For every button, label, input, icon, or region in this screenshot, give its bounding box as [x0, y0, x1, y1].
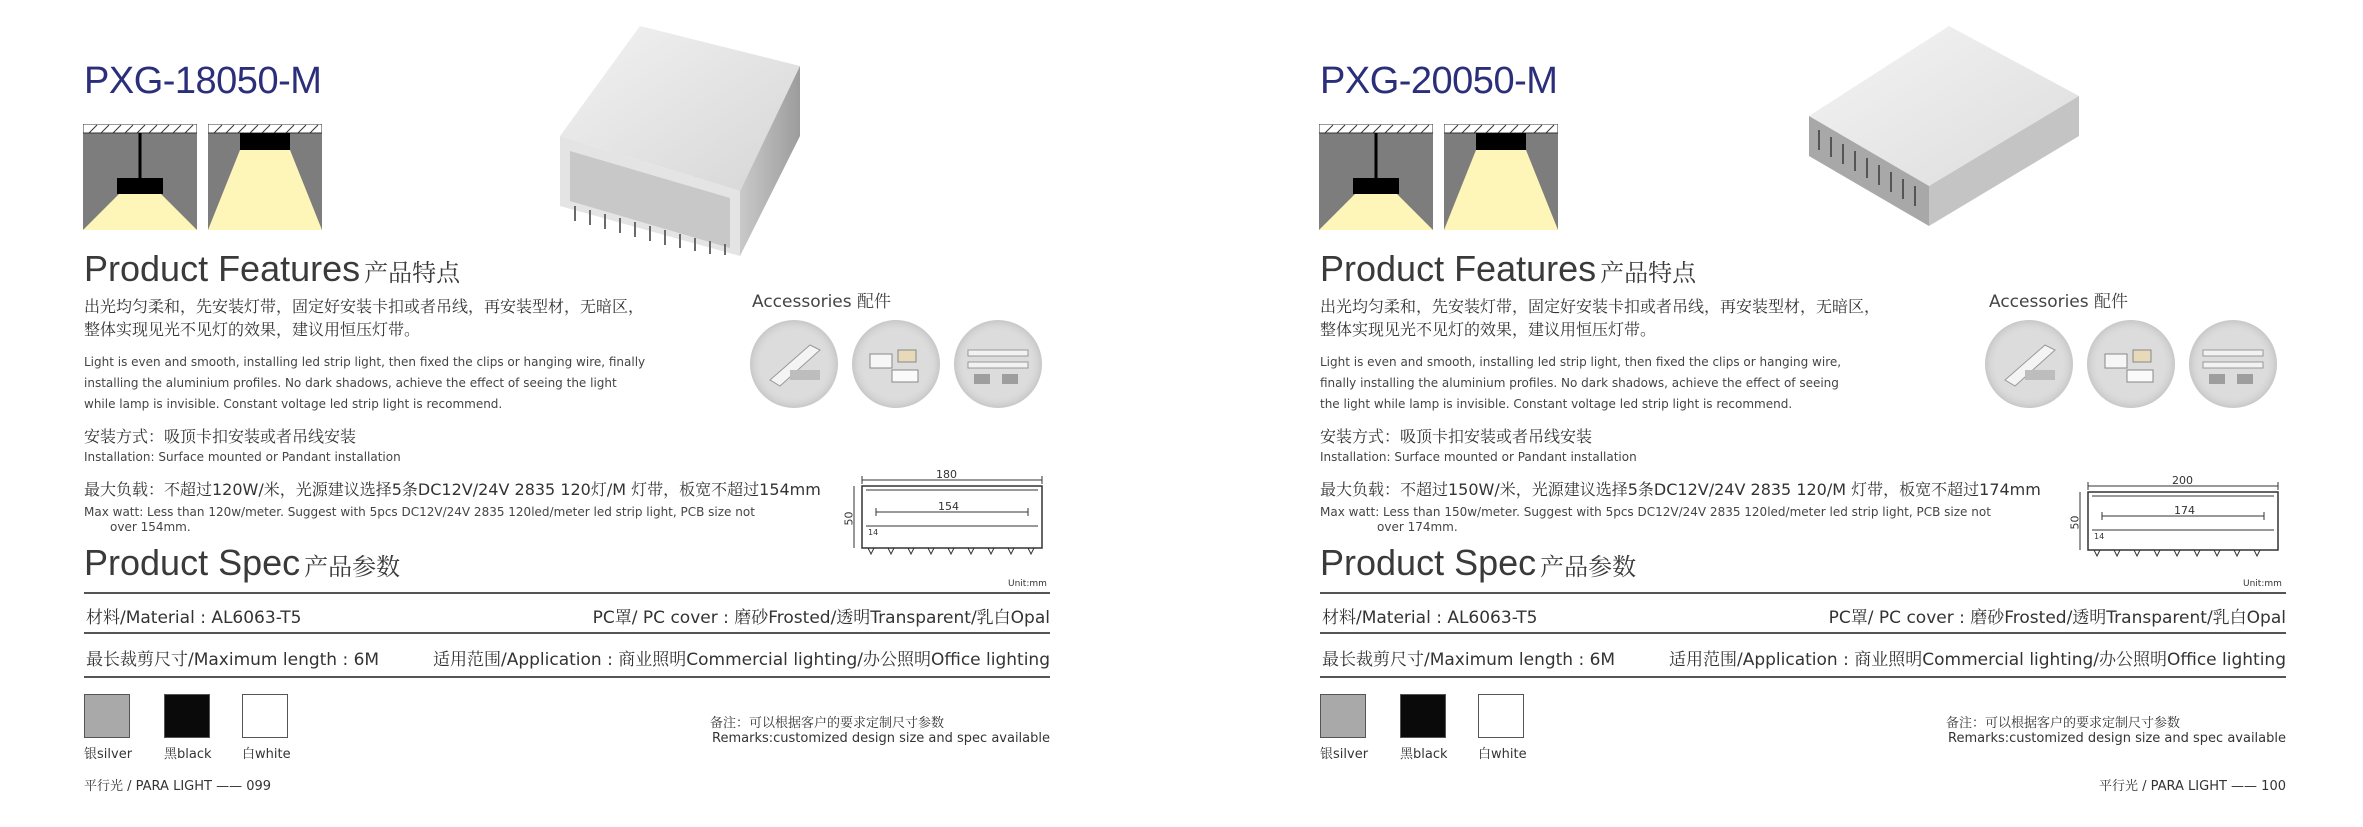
installation-en: Installation: Surface mounted or Pandant installation — [1320, 450, 1637, 464]
max-load-en-line-2: over 154mm. — [110, 520, 191, 534]
application-text: 适用范围/Application : 商业照明Commercial lighting/办公照明Office lighting — [432, 650, 1050, 670]
features-heading-cn: 产品特点 — [364, 260, 461, 287]
max-load-en-line-1: Max watt: Less than 120w/meter. Suggest with 5pcs DC12V/24V 2835 120led/meter led strip light, PCB size not — [84, 505, 755, 519]
dimension-inner-label: 174 — [2174, 504, 2195, 517]
unit-label: Unit:mm — [1008, 579, 1047, 589]
remark-en: Remarks:customized design size and spec available — [1948, 731, 2286, 746]
features-en-line-1: Light is even and smooth, installing led strip light, then fixed the clips or hanging wire, finally — [84, 355, 646, 369]
features-cn-line-2: 整体实现见光不见灯的效果，建议用恒压灯带。 — [1320, 320, 1657, 339]
accessory-hanging-kit-image — [2189, 320, 2277, 408]
features-en-line-3: the light while lamp is invisible. Constant voltage led strip light is recommend. — [1320, 397, 1793, 411]
page-footer: 平行光 / PARA LIGHT —— 100 — [2098, 779, 2286, 794]
features-cn-line-1: 出光均匀柔和，先安装灯带，固定好安装卡扣或者吊线，再安装型材，无暗区， — [1320, 297, 1881, 316]
surface-installation-icon — [1444, 124, 1558, 230]
spec-heading — [84, 542, 400, 584]
page-footer: 平行光 / PARA LIGHT —— 099 — [84, 779, 272, 794]
features-cn-line-1: 出光均匀柔和，先安装灯带，固定好安装卡扣或者吊线，再安装型材，无暗区， — [84, 297, 645, 316]
features-heading-en: Product Features — [84, 248, 361, 289]
color-swatch-silver — [84, 694, 130, 738]
pc-cover-text: PC罩/ PC cover : 磨砂Frosted/透明Transparent/乳白Opal — [1828, 608, 2286, 628]
color-swatch-black — [164, 694, 210, 738]
spec-divider-bottom — [1320, 676, 2286, 678]
spec-divider-top — [84, 592, 1050, 594]
product-image — [1809, 26, 2079, 226]
dimension-drawing — [842, 466, 1048, 556]
dimension-small-label: 14 — [2094, 532, 2105, 541]
accessory-clips-image — [852, 320, 940, 408]
installation-cn: 安装方式：吸顶卡扣安装或者吊线安装 — [84, 427, 357, 446]
remark-en: Remarks:customized design size and spec available — [712, 731, 1050, 746]
color-swatch-black — [1400, 694, 1446, 738]
application-text: 适用范围/Application : 商业照明Commercial lighting/办公照明Office lighting — [1668, 650, 2286, 670]
dimension-inner-label: 154 — [938, 500, 959, 513]
catalog-page-left — [0, 0, 1181, 827]
color-swatch-silver — [1320, 694, 1366, 738]
pendant-installation-icon — [83, 124, 197, 230]
features-cn-line-2: 整体实现见光不见灯的效果，建议用恒压灯带。 — [84, 320, 421, 339]
dimension-width-label: 200 — [2172, 474, 2193, 487]
features-heading-cn: 产品特点 — [1600, 260, 1697, 287]
spec-divider-top — [1320, 592, 2286, 594]
features-en-line-3: while lamp is invisible. Constant voltage led strip light is recommend. — [84, 397, 503, 411]
features-heading-en: Product Features — [1320, 248, 1597, 289]
features-heading — [1320, 248, 1696, 290]
color-swatch-white — [242, 694, 288, 738]
spec-heading-en: Product Spec — [84, 542, 301, 583]
color-label-silver: 银silver — [84, 747, 133, 762]
color-label-white: 白white — [1478, 747, 1527, 762]
accessories-title: Accessories 配件 — [752, 292, 892, 312]
spec-divider-middle — [84, 632, 1050, 634]
max-load-cn: 最大负载：不超过120W/米，光源建议选择5条DC12V/24V 2835 120灯/M 灯带，板宽不超过154mm — [84, 480, 821, 499]
dimension-height-label: 50 — [842, 511, 856, 526]
installation-cn: 安装方式：吸顶卡扣安装或者吊线安装 — [1320, 427, 1593, 446]
dimension-drawing — [2068, 474, 2284, 558]
color-swatch-white — [1478, 694, 1524, 738]
dimension-width-label: 180 — [936, 468, 957, 481]
surface-installation-icon — [208, 124, 322, 230]
color-label-black: 黑black — [1400, 747, 1448, 762]
spec-divider-bottom — [84, 676, 1050, 678]
color-label-white: 白white — [242, 747, 291, 762]
features-heading — [84, 248, 460, 290]
accessories-title: Accessories 配件 — [1989, 292, 2129, 312]
max-load-en-line-2: over 174mm. — [1377, 520, 1458, 534]
spec-heading-en: Product Spec — [1320, 542, 1537, 583]
product-image — [530, 26, 800, 256]
remark-cn: 备注：可以根据客户的要求定制尺寸参数 — [1946, 716, 2181, 731]
material-text: 材料/Material : AL6063-T5 — [86, 608, 302, 628]
accessory-end-cap-image — [750, 320, 838, 408]
pendant-installation-icon — [1319, 124, 1433, 230]
dimension-small-label: 14 — [868, 528, 879, 537]
accessory-clips-image — [2087, 320, 2175, 408]
max-load-cn: 最大负载：不超过150W/米，光源建议选择5条DC12V/24V 2835 120/M 灯带，板宽不超过174mm — [1320, 480, 2041, 499]
max-length-text: 最长裁剪尺寸/Maximum length : 6M — [1322, 650, 1616, 670]
model-title: PXG-20050-M — [1320, 60, 1558, 102]
spec-heading-cn: 产品参数 — [1540, 554, 1637, 581]
model-title: PXG-18050-M — [84, 60, 322, 102]
dimension-height-label: 50 — [2068, 515, 2082, 530]
unit-label: Unit:mm — [2243, 579, 2282, 589]
spec-divider-middle — [1320, 632, 2286, 634]
features-en-line-2: finally installing the aluminium profiles. No dark shadows, achieve the effect of seeing — [1320, 376, 1839, 390]
installation-en: Installation: Surface mounted or Pandant installation — [84, 450, 401, 464]
material-text: 材料/Material : AL6063-T5 — [1322, 608, 1538, 628]
color-label-silver: 银silver — [1320, 747, 1369, 762]
max-load-en-line-1: Max watt: Less than 150w/meter. Suggest with 5pcs DC12V/24V 2835 120led/meter led strip light, PCB size not — [1320, 505, 1991, 519]
pc-cover-text: PC罩/ PC cover : 磨砂Frosted/透明Transparent/乳白Opal — [592, 608, 1050, 628]
remark-cn: 备注：可以根据客户的要求定制尺寸参数 — [710, 716, 945, 731]
accessory-end-cap-image — [1985, 320, 2073, 408]
features-en-line-1: Light is even and smooth, installing led strip light, then fixed the clips or hanging wire, — [1320, 355, 1842, 369]
catalog-page-right — [1181, 0, 2362, 827]
features-en-line-2: installing the aluminium profiles. No dark shadows, achieve the effect of seeing the light — [84, 376, 617, 390]
spec-heading-cn: 产品参数 — [304, 554, 401, 581]
color-label-black: 黑black — [164, 747, 212, 762]
accessory-hanging-kit-image — [954, 320, 1042, 408]
max-length-text: 最长裁剪尺寸/Maximum length : 6M — [86, 650, 380, 670]
spec-heading — [1320, 542, 1636, 584]
